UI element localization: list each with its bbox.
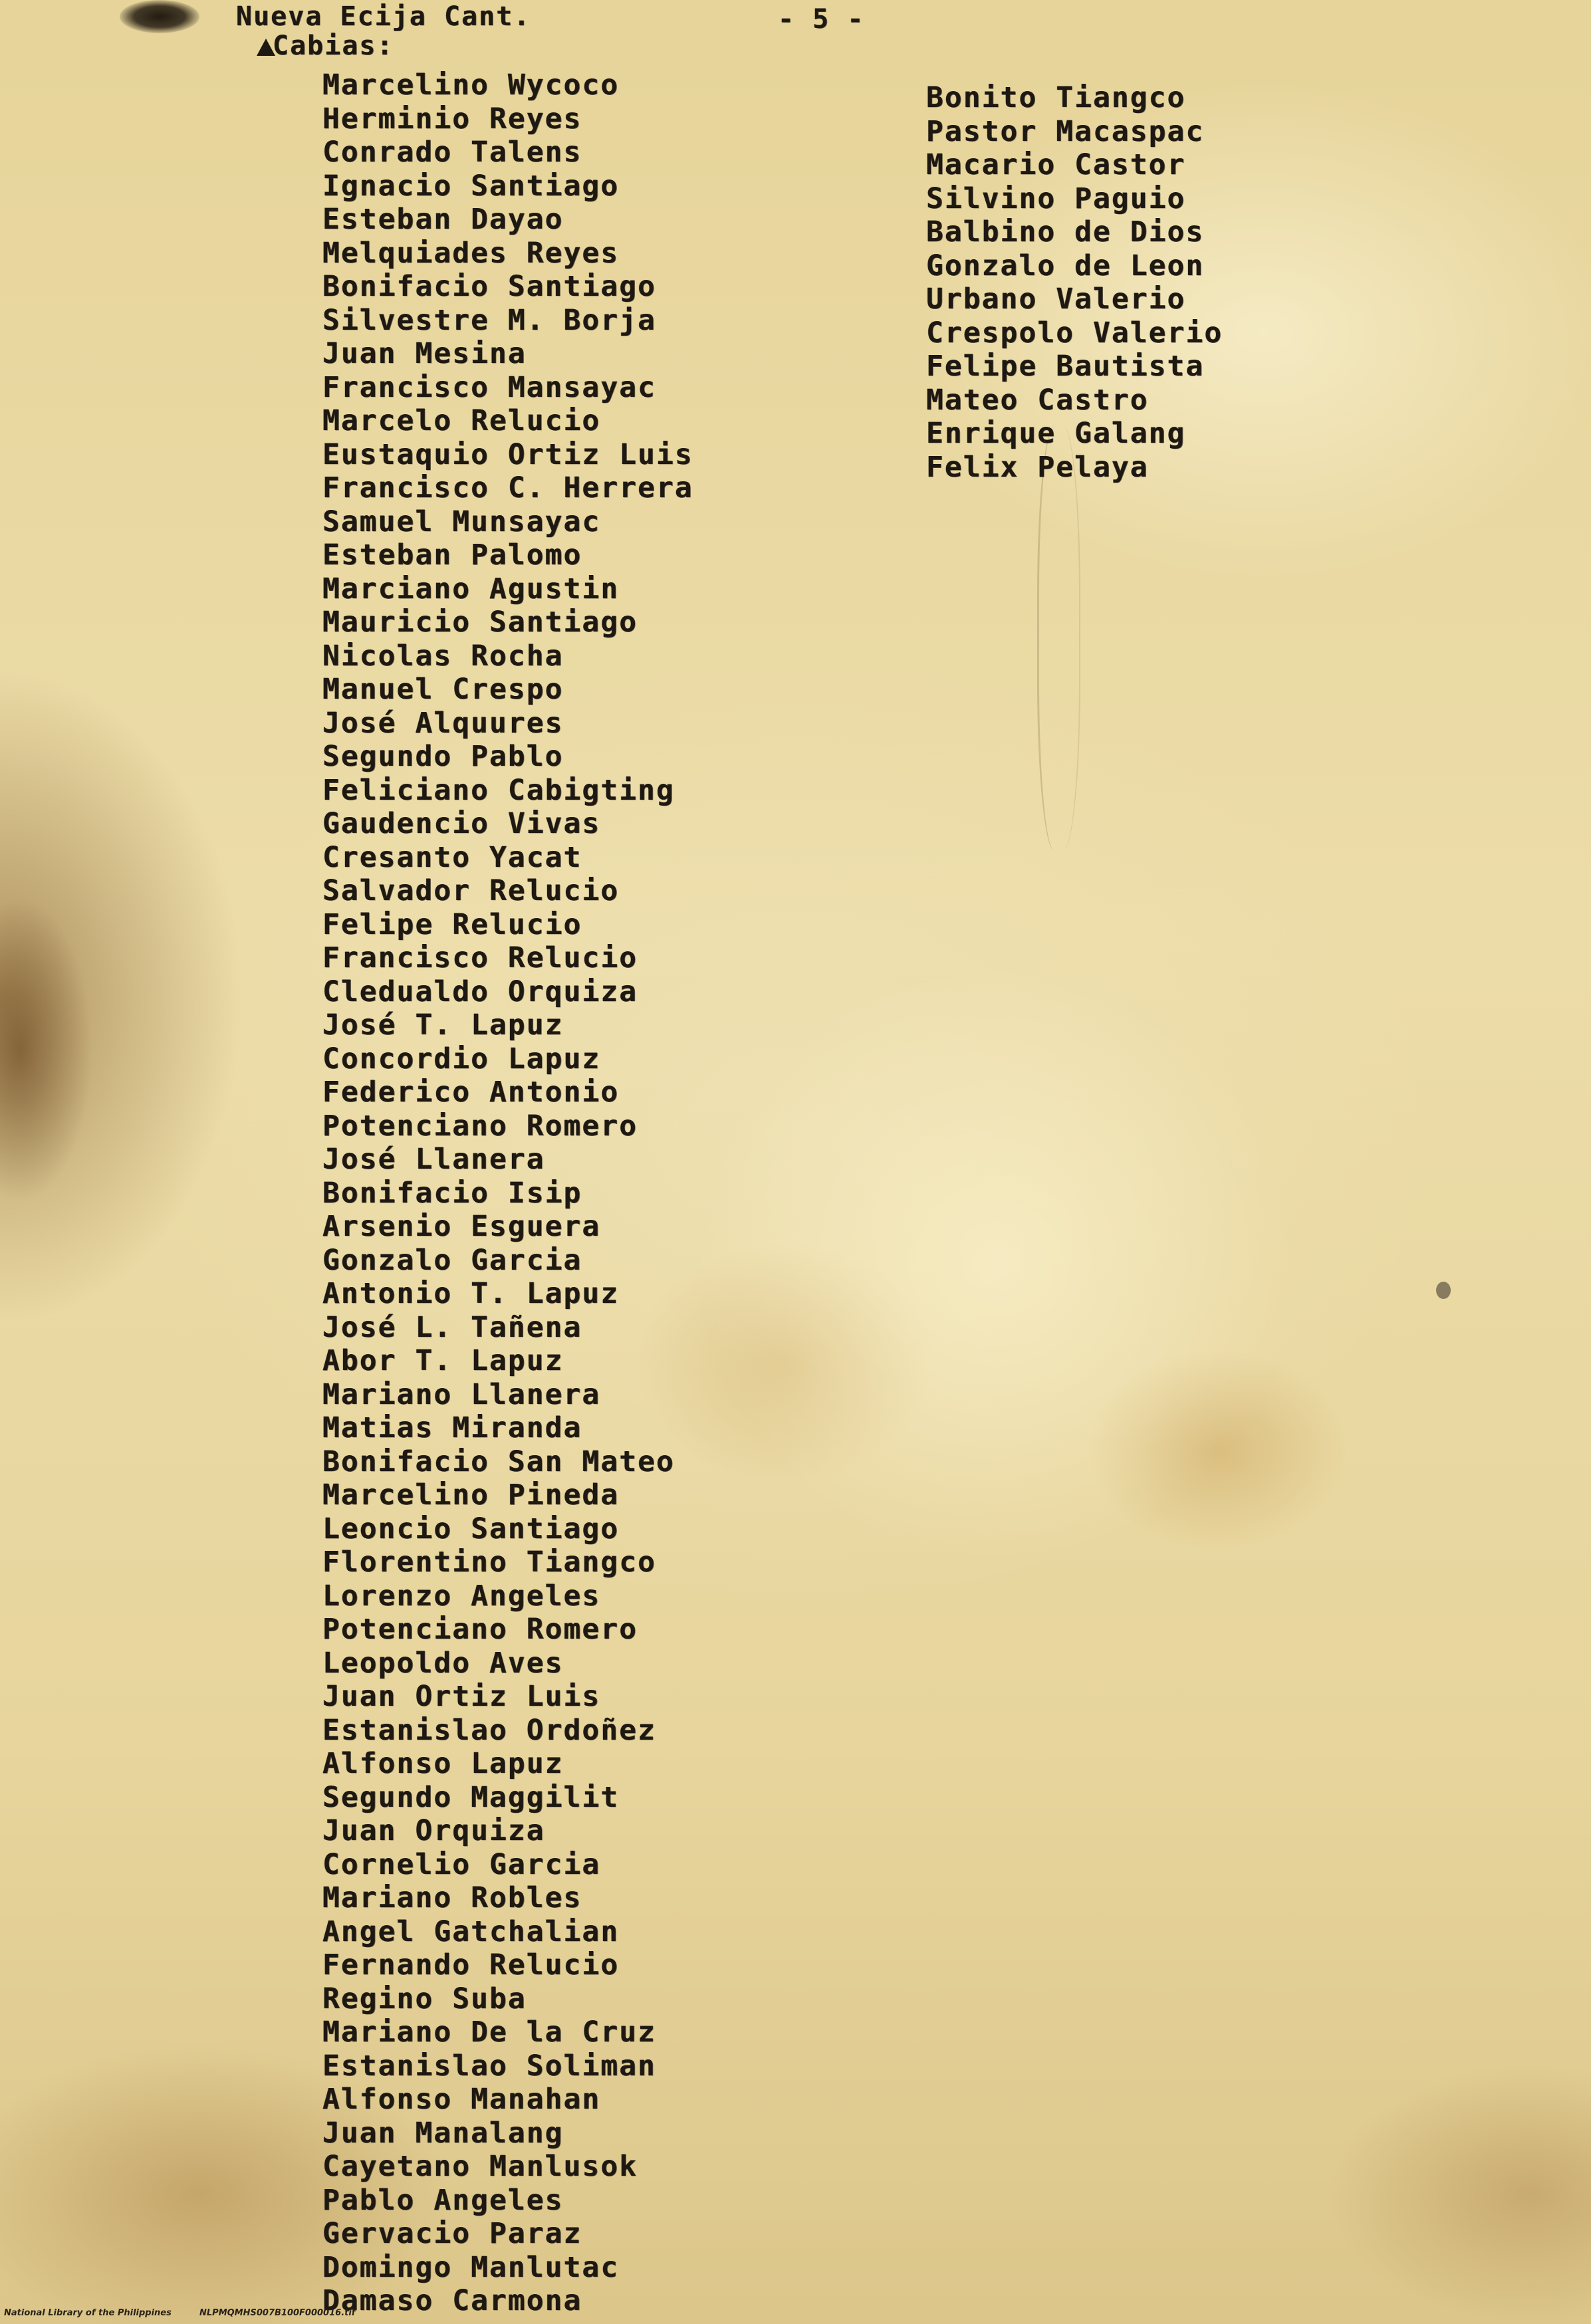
- name-entry: José T. Lapuz: [322, 1008, 564, 1042]
- name-entry: Mariano Llanera: [322, 1377, 601, 1411]
- name-entry: Esteban Palomo: [322, 538, 582, 572]
- name-entry: Juan Manalang: [322, 2116, 564, 2150]
- name-entry: Marciano Agustin: [322, 572, 620, 606]
- name-entry: Cayetano Manlusok: [322, 2150, 638, 2183]
- name-entry: Estanislao Soliman: [322, 2049, 656, 2083]
- name-entry: Marcelino Wycoco: [322, 68, 620, 102]
- name-entry: Mateo Castro: [926, 383, 1149, 417]
- name-entry: Urbano Valerio: [926, 283, 1186, 316]
- name-entry: Mauricio Santiago: [322, 606, 638, 639]
- name-entry: Leoncio Santiago: [322, 1512, 620, 1546]
- name-entry: Melquiades Reyes: [322, 236, 620, 270]
- name-entry: Balbino de Dios: [926, 215, 1205, 249]
- name-entry: Potenciano Romero: [322, 1109, 638, 1143]
- footer-file-id: NLPMQMHS007B100F000016.tif: [199, 2308, 356, 2318]
- name-entry: Manuel Crespo: [322, 673, 564, 706]
- name-entry: Pablo Angeles: [322, 2183, 564, 2217]
- crease-mark: [1037, 425, 1080, 851]
- name-entry: Mariano De la Cruz: [322, 2016, 656, 2049]
- name-entry: Enrique Galang: [926, 417, 1186, 450]
- name-entry: José Llanera: [322, 1143, 545, 1176]
- name-entry: Juan Mesina: [322, 337, 527, 370]
- name-entry: Matias Miranda: [322, 1411, 582, 1445]
- name-entry: Federico Antonio: [322, 1076, 620, 1109]
- section-heading: Cabias:: [273, 31, 394, 61]
- name-entry: Cledualdo Orquiza: [322, 975, 638, 1008]
- header-place: Nueva Ecija Cant.: [236, 1, 531, 32]
- name-entry: José L. Tañena: [322, 1310, 582, 1344]
- name-entry: Regino Suba: [322, 1982, 527, 2016]
- name-entry: Silvestre M. Borja: [322, 303, 656, 337]
- name-entry: Juan Ortiz Luis: [322, 1680, 601, 1713]
- name-entry: Bonifacio San Mateo: [322, 1445, 675, 1478]
- name-entry: Angel Gatchalian: [322, 1915, 620, 1948]
- name-entry: Leopoldo Aves: [322, 1646, 564, 1680]
- page-number: - 5 -: [778, 4, 865, 35]
- name-entry: Bonifacio Isip: [322, 1176, 582, 1210]
- name-entry: Silvino Paguio: [926, 181, 1186, 215]
- name-entry: Alfonso Lapuz: [322, 1747, 564, 1780]
- name-entry: Damaso Carmona: [322, 2284, 582, 2317]
- name-entry: Estanislao Ordoñez: [322, 1713, 656, 1747]
- name-entry: Cornelio Garcia: [322, 1847, 601, 1881]
- name-entry: Potenciano Romero: [322, 1613, 638, 1646]
- name-entry: Gervacio Paraz: [322, 2217, 582, 2250]
- name-entry: Conrado Talens: [322, 136, 582, 169]
- name-entry: Juan Orquiza: [322, 1814, 545, 1847]
- name-entry: Gonzalo de Leon: [926, 249, 1205, 283]
- name-entry: Bonito Tiangco: [926, 81, 1186, 114]
- name-entry: Domingo Manlutac: [322, 2250, 620, 2284]
- name-entry: Gaudencio Vivas: [322, 807, 601, 840]
- ink-blot: [120, 0, 199, 33]
- name-entry: Francisco Relucio: [322, 941, 638, 975]
- name-entry: Marcelo Relucio: [322, 404, 601, 437]
- name-entry: Mariano Robles: [322, 1881, 582, 1915]
- name-entry: Felix Pelaya: [926, 450, 1149, 484]
- edge-stain: [0, 897, 93, 1203]
- name-entry: Gonzalo Garcia: [322, 1243, 582, 1277]
- name-entry: Nicolas Rocha: [322, 639, 564, 673]
- name-list-left: [322, 68, 693, 2318]
- name-entry: Lorenzo Angeles: [322, 1579, 601, 1613]
- name-entry: Francisco Mansayac: [322, 370, 656, 404]
- name-entry: Feliciano Cabigting: [322, 773, 675, 807]
- name-entry: Macario Castor: [926, 148, 1186, 181]
- name-entry: Esteban Dayao: [322, 203, 564, 236]
- name-entry: Francisco C. Herrera: [322, 471, 693, 505]
- footer-library: National Library of the Philippines: [4, 2308, 172, 2318]
- name-entry: Herminio Reyes: [322, 102, 582, 136]
- name-entry: Felipe Relucio: [322, 907, 582, 941]
- name-entry: Concordio Lapuz: [322, 1042, 601, 1076]
- name-entry: Abor T. Lapuz: [322, 1344, 564, 1377]
- name-entry: Cresanto Yacat: [322, 840, 582, 874]
- name-entry: Segundo Pablo: [322, 740, 564, 773]
- name-entry: Arsenio Esguera: [322, 1210, 601, 1243]
- name-entry: Fernando Relucio: [322, 1948, 620, 1982]
- name-entry: Crespolo Valerio: [926, 316, 1223, 350]
- name-entry: Marcelino Pineda: [322, 1478, 620, 1512]
- name-list-right: [926, 81, 1223, 484]
- name-entry: Bonifacio Santiago: [322, 270, 656, 303]
- name-entry: Samuel Munsayac: [322, 505, 601, 538]
- name-entry: Alfonso Manahan: [322, 2083, 601, 2116]
- name-entry: Antonio T. Lapuz: [322, 1277, 620, 1310]
- scan-footer: [0, 2305, 1591, 2324]
- name-entry: Ignacio Santiago: [322, 169, 620, 203]
- name-entry: Pastor Macaspac: [926, 114, 1205, 148]
- name-entry: Segundo Maggilit: [322, 1780, 620, 1814]
- name-entry: José Alquures: [322, 706, 564, 740]
- name-entry: Salvador Relucio: [322, 874, 620, 907]
- name-entry: Felipe Bautista: [926, 350, 1205, 383]
- name-entry: Eustaquio Ortiz Luis: [322, 437, 693, 471]
- name-entry: Florentino Tiangco: [322, 1546, 656, 1579]
- ink-dot: [1436, 1282, 1451, 1299]
